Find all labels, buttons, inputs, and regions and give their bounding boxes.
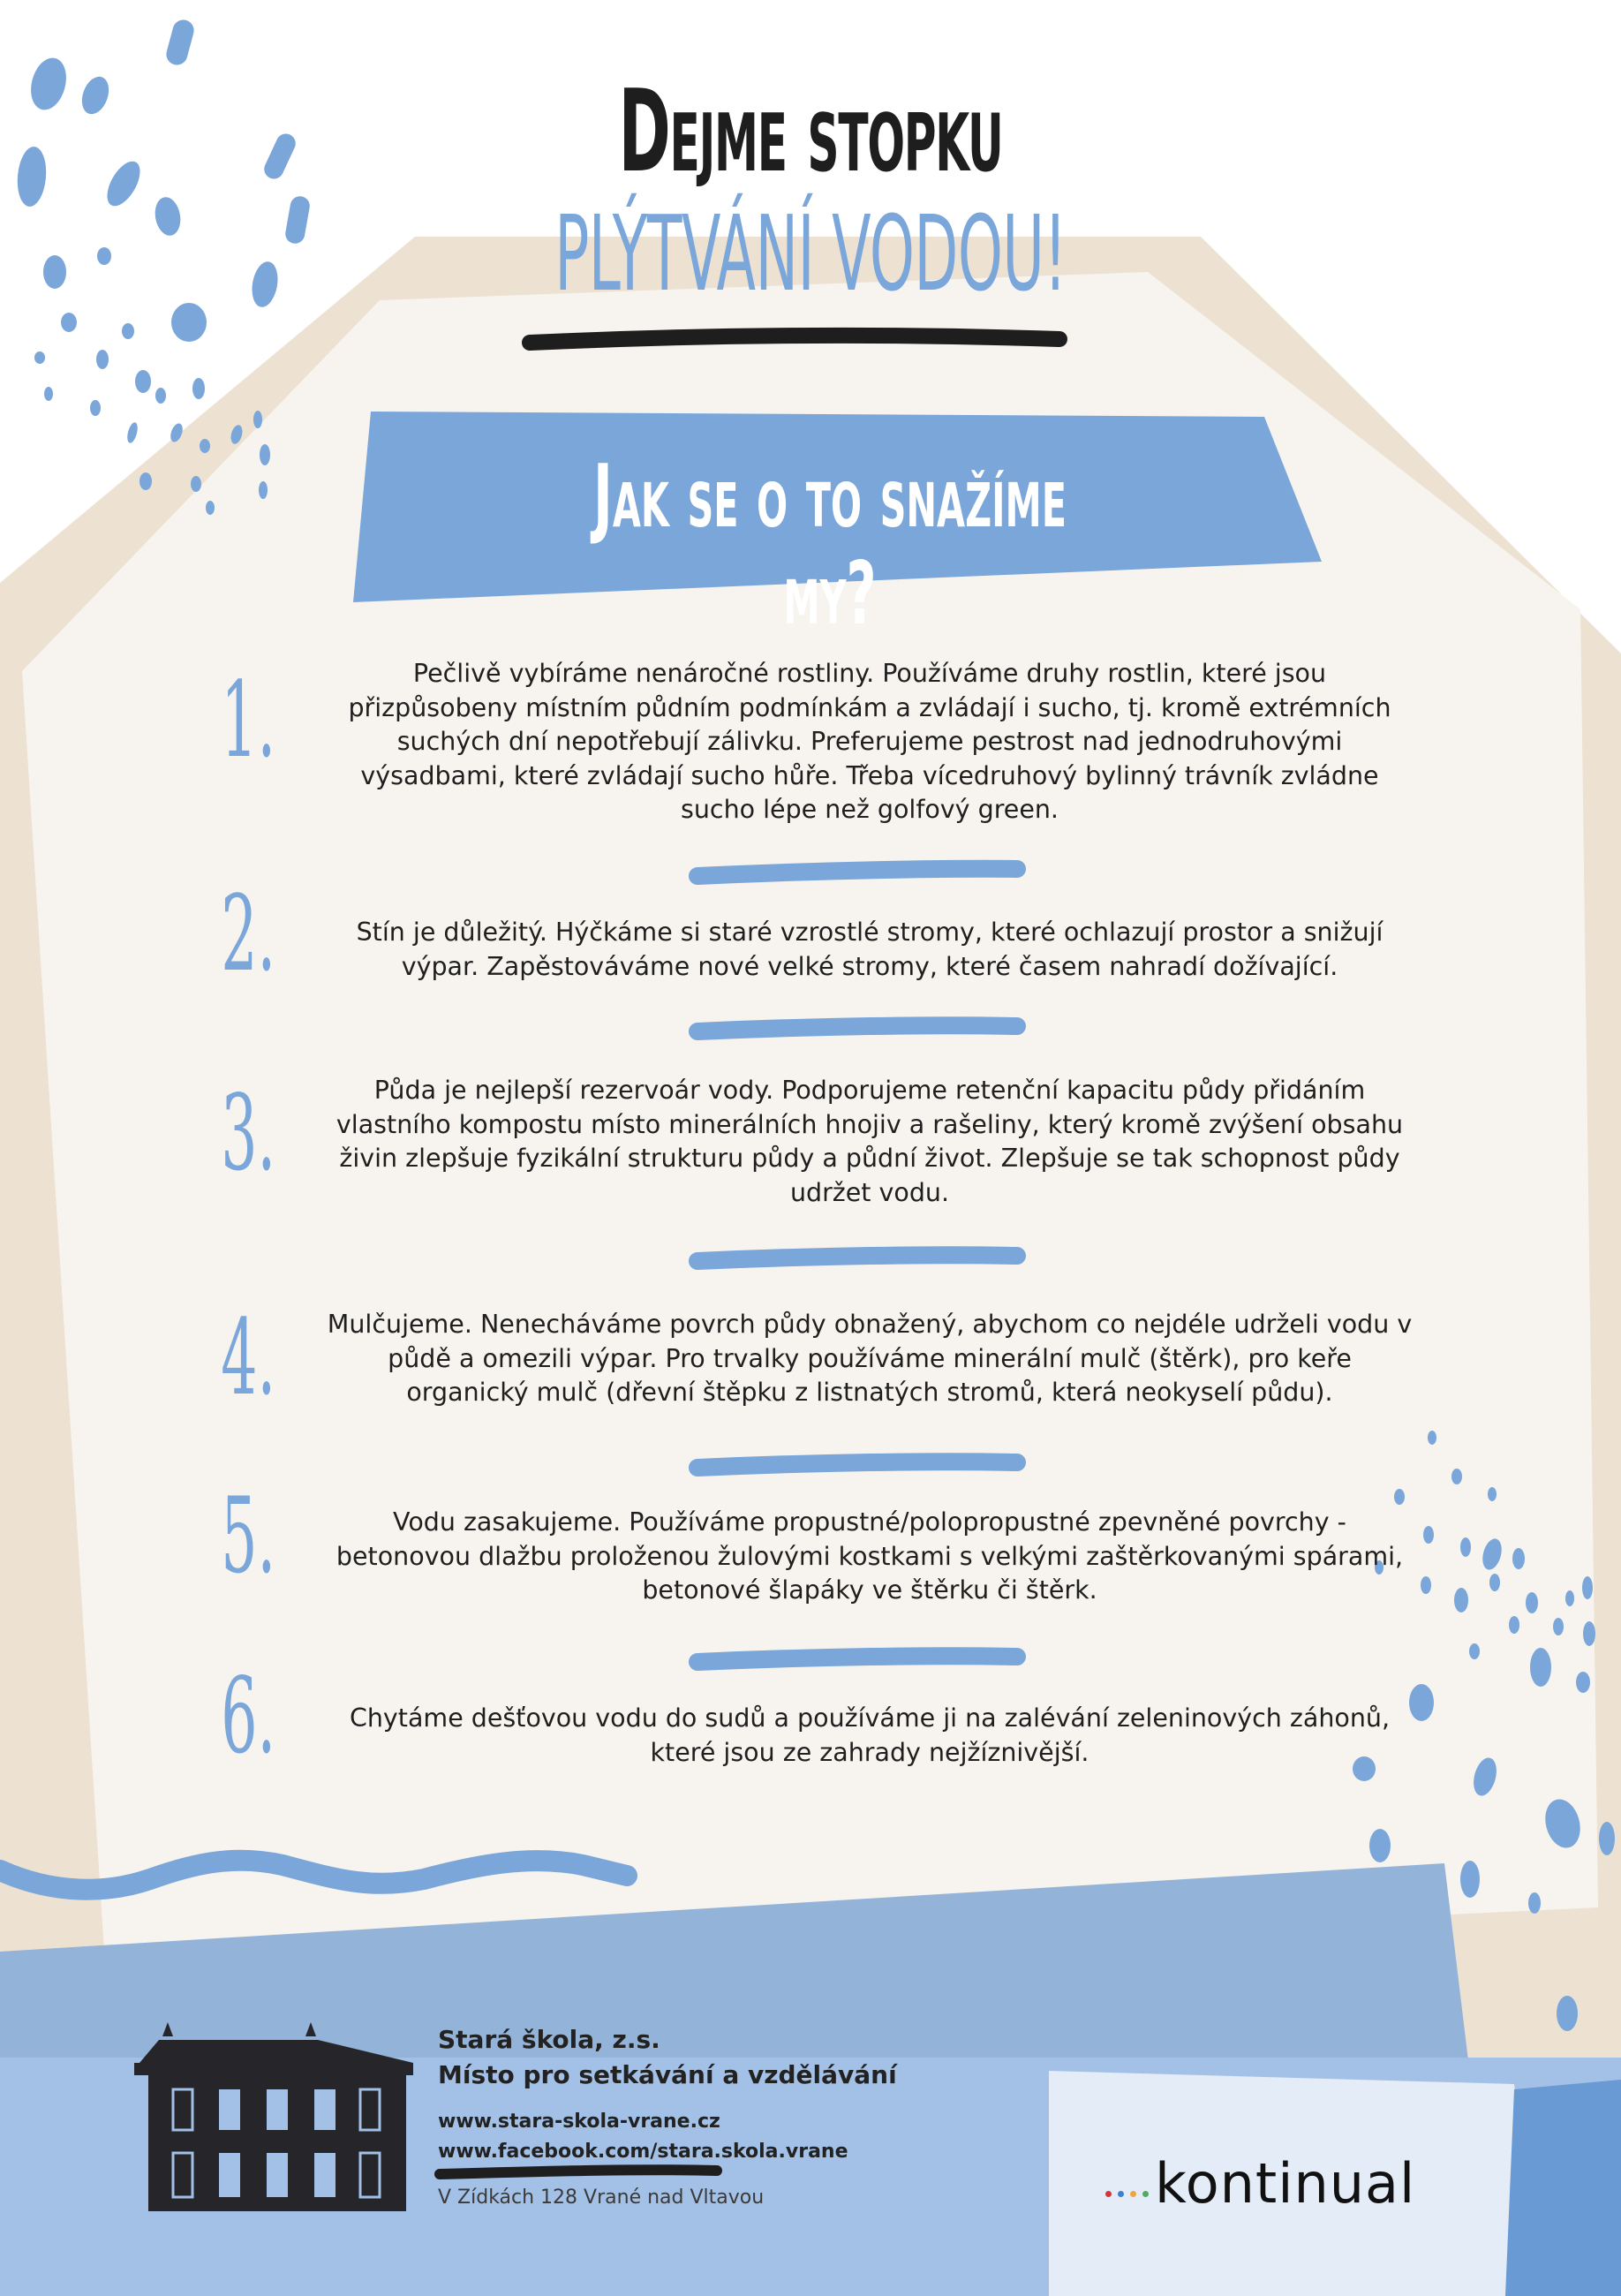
web-links <box>438 2107 848 2167</box>
headline-line1: Dejme stopku <box>618 66 1003 198</box>
logo-dot-red <box>1105 2191 1112 2197</box>
organization-tagline: Místo pro setkávání a vzdělávání <box>438 2060 897 2089</box>
item-number-6: 6. <box>221 1655 276 1777</box>
kontinual-logo-text: kontinual <box>1155 2151 1416 2216</box>
organization-block <box>438 2022 897 2093</box>
logo-dot-blue <box>1118 2191 1124 2197</box>
facebook-underline <box>440 2170 717 2174</box>
item-number-4: 4. <box>221 1296 276 1418</box>
item-text-6: Chytáme dešťovou vodu do sudů a používáme ji na zalévání zeleninových záhonů, které jsou ze zahrady nejžíznivější. <box>349 1703 1391 1767</box>
item-text-2: Stín je důležitý. Hýčkáme si staré vzrostlé stromy, které ochlazují prostor a snižují výpar. Zapěstováváme nové velké stromy, které časem nahradí dožívající. <box>356 918 1384 981</box>
website-link[interactable]: www.stara-skola-vrane.cz <box>438 2111 720 2133</box>
item-number-1: 1. <box>221 659 276 781</box>
footer-right-stripe <box>1505 2080 1621 2296</box>
logo-dot-green <box>1142 2191 1149 2197</box>
kontinual-logo <box>1105 2151 1415 2216</box>
logo-dot-orange <box>1130 2191 1136 2197</box>
item-text-3: Půda je nejlepší rezervoár vody. Podporujeme retenční kapacitu půdy přidáním vlastního kompostu místo minerálních hnojiv a rašeliny, který kromě zvýšení obsahu živin zlepšuje fyzikální strukturu půdy a půdní život. Zlepšuje se tak schopnost půdy udržet vodu. <box>336 1076 1404 1207</box>
headline-line2: PLÝTVÁNÍ VODOU! <box>554 193 1067 314</box>
item-text-4: Mulčujeme. Nenecháváme povrch půdy obnažený, abychom co nejdéle udrželi vodu v půdě a omezili výpar. Pro trvalky používáme minerální mulč (štěrk), pro keře organický mulč (dřevní štěpku z listnatých stromů, která neokyselí půdu). <box>327 1310 1413 1407</box>
item-number-5: 5. <box>221 1475 276 1597</box>
organization-name: Stará škola, z.s. <box>438 2025 660 2054</box>
organization-address: V Zídkách 128 Vrané nad Vltavou <box>438 2186 765 2209</box>
item-text-1: Pečlivě vybíráme nenáročné rostliny. Používáme druhy rostlin, které jsou přizpůsobeny místním půdním podmínkám a zvládají i sucho, tj. kromě extrémních suchých dní nepotřebují zálivku. Preferujeme pestrost nad jednodruhovými výsadbami, které zvládají sucho hůře. Třeba vícedruhový bylinný trávník zvládne sucho lépe než golfový green. <box>348 659 1391 824</box>
item-text-5: Vodu zasakujeme. Používáme propustné/polopropustné zpevněné povrchy - betonovou dlažbu proloženou žulovými kostkami s velkými zaštěrkovanými spárami, betonové šlapáky ve štěrku či štěrk. <box>336 1507 1404 1605</box>
item-number-2: 2. <box>221 872 276 994</box>
title-underline <box>530 336 1059 343</box>
item-number-3: 3. <box>221 1072 276 1194</box>
section-banner-title: Jak se o to snažíme my? <box>592 447 1067 645</box>
facebook-link[interactable]: www.facebook.com/stara.skola.vrane <box>438 2141 848 2163</box>
